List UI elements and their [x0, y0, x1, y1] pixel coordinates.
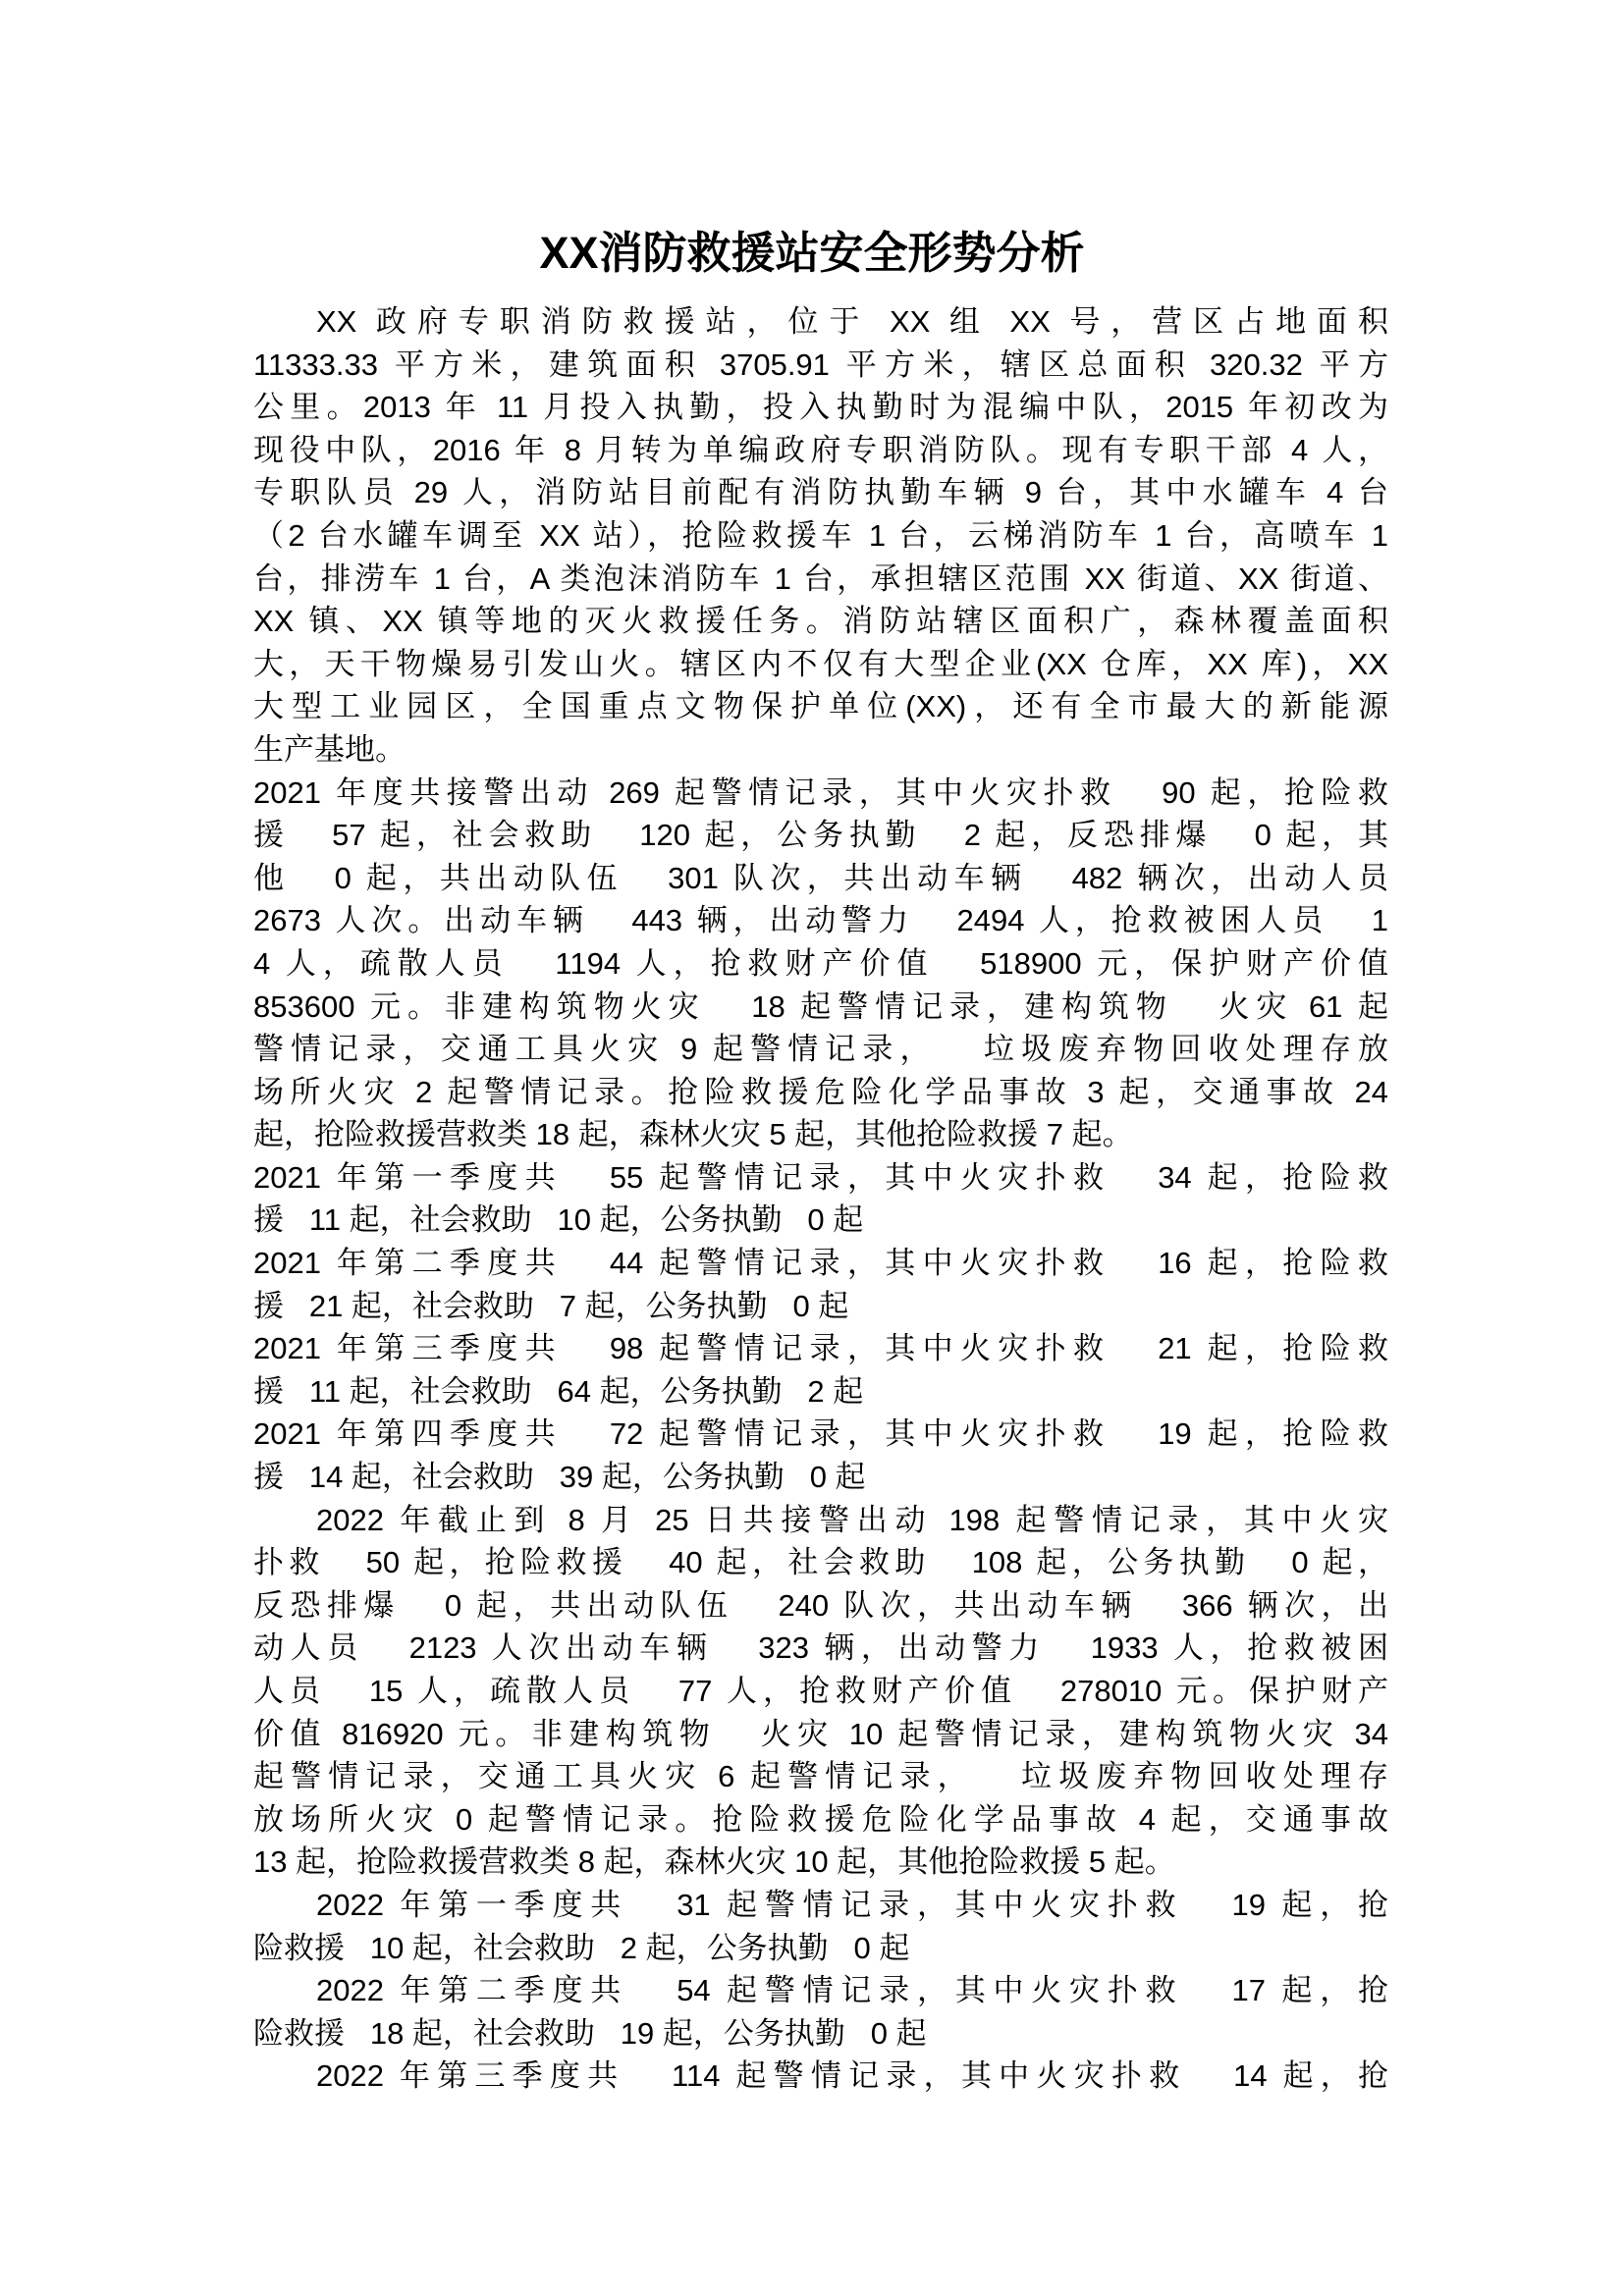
text-line: 13 起，抢险救援营救类 8 起，森林火灾 10 起，其他抢险救援 5 起。: [253, 1844, 1175, 1880]
text-line: XX 政府专职消防救援站，位于 XX 组 XX 号，营区占地面积: [316, 304, 1388, 339]
text-line: 大型工业园区，全国重点文物保护单位(XX)，还有全市最大的新能源: [253, 689, 1388, 724]
text-line: 价值 816920 元。非建构筑物 火灾 10 起警情记录，建构筑物火灾 34: [253, 1716, 1388, 1751]
text-line: 2022 年第三季度共 114 起警情记录，其中火灾扑救 14 起，抢: [316, 2058, 1388, 2094]
text-line: 2022 年截止到 8 月 25 日共接警出动 198 起警情记录，其中火灾: [316, 1502, 1388, 1537]
text-line: 4 人，疏散人员 1194 人，抢救财产价值 518900 元，保护财产价值: [253, 945, 1388, 981]
text-line: 扑救 50 起，抢险救援 40 起，社会救助 108 起，公务执勤 0 起，: [253, 1545, 1388, 1580]
text-line: 2021 年第二季度共 44 起警情记录，其中火灾扑救 16 起，抢险救: [253, 1246, 1388, 1281]
text-line: 援 14 起，社会救助 39 起，公务执勤 0 起: [253, 1460, 866, 1495]
text-line: 援 57 起，社会救助 120 起，公务执勤 2 起，反恐排爆 0 起，其: [253, 818, 1388, 853]
text-line: 援 21 起，社会救助 7 起，公务执勤 0 起: [253, 1288, 849, 1323]
text-line: （2 台水罐车调至 XX 站），抢险救援车 1 台，云梯消防车 1 台，高喷车 1: [253, 517, 1388, 553]
text-line: 生产基地。: [253, 731, 406, 767]
document-title: XX消防救援站安全形势分析: [539, 228, 1085, 278]
text-line: 11333.33 平方米，建筑面积 3705.91 平方米，辖区总面积 320.32 平方: [253, 347, 1388, 382]
text-line: 反恐排爆 0 起，共出动队伍 240 队次，共出动车辆 366 辆次，出: [253, 1587, 1388, 1623]
text-line: 2022 年第二季度共 54 起警情记录，其中火灾扑救 17 起，抢: [316, 1973, 1388, 2008]
text-line: 起，抢险救援营救类 18 起，森林火灾 5 起，其他抢险救援 7 起。: [253, 1117, 1133, 1152]
text-line: 2021 年第三季度共 98 起警情记录，其中火灾扑救 21 起，抢险救: [253, 1331, 1388, 1366]
text-line: 险救援 10 起，社会救助 2 起，公务执勤 0 起: [253, 1930, 910, 1965]
text-line: 2021 年度共接警出动 269 起警情记录，其中火灾扑救 90 起，抢险救: [253, 774, 1388, 810]
text-line: 2673 人次。出动车辆 443 辆，出动警力 2494 人，抢救被困人员 1: [253, 903, 1388, 938]
text-line: 险救援 18 起，社会救助 19 起，公务执勤 0 起: [253, 2015, 927, 2051]
text-line: 公里。2013 年 11 月投入执勤，投入执勤时为混编中队，2015 年初改为: [253, 390, 1388, 425]
text-line: 警情记录，交通工具火灾 9 起警情记录， 垃圾废弃物回收处理存放: [253, 1032, 1388, 1067]
text-line: 放场所火灾 0 起警情记录。抢险救援危险化学品事故 4 起，交通事故: [253, 1801, 1388, 1837]
text-line: 场所火灾 2 起警情记录。抢险救援危险化学品事故 3 起，交通事故 24: [253, 1074, 1388, 1109]
text-line: 动人员 2123 人次出动车辆 323 辆，出动警力 1933 人，抢救被困: [253, 1630, 1388, 1666]
text-line: 他 0 起，共出动队伍 301 队次，共出动车辆 482 辆次，出动人员: [253, 860, 1388, 895]
text-line: 2022 年第一季度共 31 起警情记录，其中火灾扑救 19 起，抢: [316, 1887, 1388, 1922]
text-line: 853600 元。非建构筑物火灾 18 起警情记录，建构筑物 火灾 61 起: [253, 988, 1388, 1024]
text-line: 援 11 起，社会救助 10 起，公务执勤 0 起: [253, 1202, 864, 1238]
text-line: 现役中队，2016 年 8 月转为单编政府专职消防队。现有专职干部 4 人，: [253, 432, 1388, 467]
text-line: 大，天干物燥易引发山火。辖区内不仅有大型企业(XX 仓库，XX 库)，XX: [253, 646, 1388, 681]
text-line: 援 11 起，社会救助 64 起，公务执勤 2 起: [253, 1373, 864, 1409]
text-line: 人员 15 人，疏散人员 77 人，抢救财产价值 278010 元。保护财产: [253, 1674, 1388, 1708]
text-line: 2021 年第一季度共 55 起警情记录，其中火灾扑救 34 起，抢险救: [253, 1159, 1388, 1195]
document-body: [253, 300, 1388, 2098]
text-line: 台，排涝车 1 台，A 类泡沫消防车 1 台，承担辖区范围 XX 街道、XX 街道、: [253, 561, 1388, 596]
text-line: 2021 年第四季度共 72 起警情记录，其中火灾扑救 19 起，抢险救: [253, 1416, 1388, 1452]
text-line: 起警情记录，交通工具火灾 6 起警情记录， 垃圾废弃物回收处理存: [253, 1759, 1388, 1794]
text-line: XX 镇、XX 镇等地的灭火救援任务。消防站辖区面积广，森林覆盖面积: [253, 604, 1388, 639]
text-line: 专职队员 29 人，消防站目前配有消防执勤车辆 9 台，其中水罐车 4 台: [253, 475, 1388, 510]
